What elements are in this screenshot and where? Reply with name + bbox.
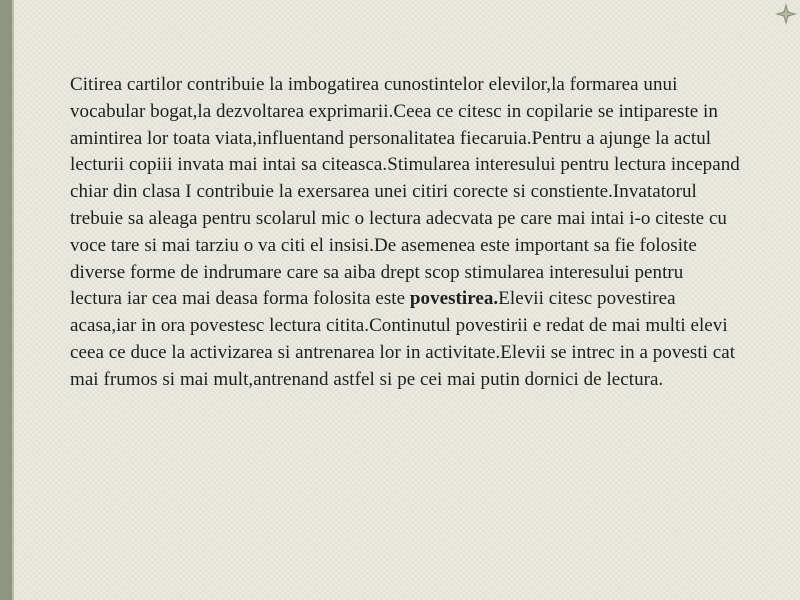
left-accent-bar <box>0 0 12 600</box>
four-point-star-ornament-icon <box>774 2 798 26</box>
paragraph-text-part-2: Elevii citesc povestirea acasa,iar in ora povestesc lectura citita.Continutul povestirii e redat de mai multi elevi ceea ce duce la activizarea si antrenarea lor in activitate.Elevii se intrec in a povesti cat mai frumos si mai mult,antrenand astfel si pe cei mai putin dornici de lectura. <box>70 288 736 390</box>
bold-keyword: povestirea. <box>409 288 499 310</box>
left-accent-bar-edge <box>12 0 14 600</box>
body-paragraph <box>70 72 740 394</box>
paragraph-text-part-1: Citirea cartilor contribuie la imbogatirea cunostintelor elevilor,la formarea unui vocabular bogat,la dezvoltarea exprimarii.Ceea ce citesc in copilarie se intipareste in amintirea lor toata viata,influentand personalitatea fiecaruia.Pentru a ajunge la actul lecturii copiii invata mai intai sa citeasca.Stimularea interesului pentru lectura incepand chiar din clasa I contribuie la exersarea unei citiri corecte si constiente.Invatatorul trebuie sa aleaga pentru scolarul mic o lectura adecvata pe care mai intai i-o citeste cu voce tare si mai tarziu o va citi el insisi.De asemenea este important sa fie folosite diverse forme de indrumare care sa aiba drept scop stimularea interesului pentru lectura iar cea mai deasa forma folosita este <box>70 74 740 310</box>
